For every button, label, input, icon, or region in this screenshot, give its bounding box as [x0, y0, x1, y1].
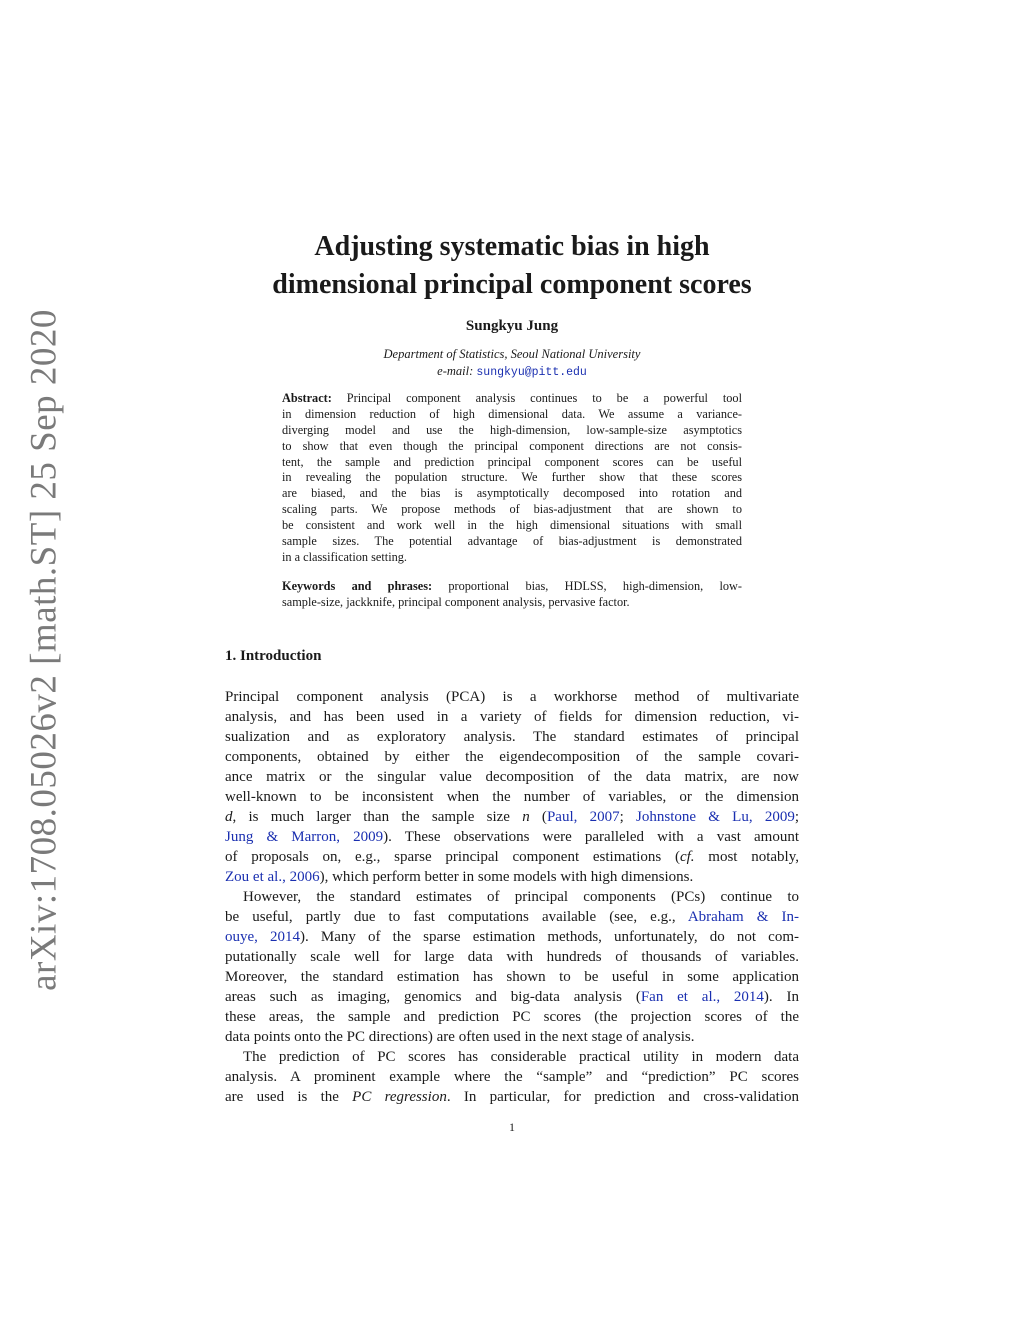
- abstract-line: in dimension reduction of high dimensional data. We assume a variance-: [282, 406, 742, 421]
- abstract-label: Abstract:: [282, 391, 332, 405]
- abstract-line: sample sizes. The potential advantage of bias-adjustment is demonstrated: [282, 534, 742, 549]
- body-line: be useful, partly due to fast computations available (see, e.g., Abraham & In-: [225, 909, 799, 925]
- affiliation-block: [200, 346, 824, 381]
- abstract-line: diverging model and use the high-dimension, low-sample-size asymptotics: [282, 422, 742, 437]
- paper-title: [200, 228, 824, 304]
- body-line: of proposals on, e.g., sparse principal component estimations (cf. most notably,: [225, 849, 799, 865]
- title-line: dimensional principal component scores: [272, 269, 752, 300]
- body-line: analysis. A prominent example where the “sample” and “prediction” PC scores: [225, 1069, 799, 1085]
- body-line: these areas, the sample and prediction PC scores (the projection scores of the: [225, 1009, 799, 1025]
- citation-link[interactable]: ouye, 2014: [225, 929, 301, 945]
- body-line: areas such as imaging, genomics and big-data analysis (Fan et al., 2014). In: [225, 989, 799, 1005]
- abstract-line: scaling parts. We propose methods of bias-adjustment that are shown to: [282, 502, 742, 517]
- body-line: ance matrix or the singular value decomposition of the data matrix, are now: [225, 769, 799, 785]
- author-name: Sungkyu Jung: [465, 318, 559, 334]
- citation-link[interactable]: Paul, 2007: [546, 809, 620, 825]
- body-line: data points onto the PC directions) are often used in the next stage of analysis.: [225, 1029, 695, 1045]
- body-line: Moreover, the standard estimation has shown to be useful in some application: [225, 969, 799, 985]
- page-number: 1: [509, 1120, 515, 1134]
- body-line: putationally scale well for large data with hundreds of thousands of variables.: [225, 949, 799, 965]
- abstract-line: are biased, and the bias is asymptotically decomposed into rotation and: [282, 486, 742, 501]
- abstract-line: be consistent and work well in the high dimensional situations with small: [282, 518, 742, 533]
- body-line: Jung & Marron, 2009). These observations were paralleled with a vast amount: [225, 829, 799, 845]
- arxiv-stamp: [20, 309, 68, 991]
- section-heading: 1. Introduction: [225, 648, 322, 664]
- citation-link[interactable]: Johnstone & Lu, 2009: [636, 809, 795, 825]
- abstract-line: tent, the sample and prediction principal component scores can be useful: [282, 454, 742, 469]
- body-line: are used is the PC regression. In particular, for prediction and cross-validation: [225, 1089, 800, 1105]
- abstract-line: Abstract: Principal component analysis continues to be a powerful tool: [282, 391, 742, 405]
- body-line: d, is much larger than the sample size n (Paul, 2007; Johnstone & Lu, 2009;: [225, 809, 800, 825]
- abstract-line: to show that even though the principal component directions are not consis-: [282, 438, 742, 453]
- body-line: Zou et al., 2006), which perform better in some models with high dimensions.: [225, 869, 694, 885]
- body-line: ouye, 2014). Many of the sparse estimation methods, unfortunately, do not com-: [225, 929, 799, 945]
- body-line: well-known to be inconsistent when the number of variables, or the dimension: [225, 789, 799, 805]
- body-line: The prediction of PC scores has considerable practical utility in modern data: [243, 1049, 799, 1065]
- citation-link[interactable]: Fan et al., 2014: [640, 989, 764, 1005]
- body-line: sualization and as exploratory analysis. The standard estimates of principal: [225, 729, 799, 745]
- abstract: [282, 391, 742, 566]
- keywords-line: Keywords and phrases: proportional bias, HDLSS, high-dimension, low-: [282, 579, 743, 593]
- abstract-line: in revealing the population structure. We further show that these scores: [282, 470, 742, 485]
- body-text: [225, 687, 799, 1107]
- body-line: However, the standard estimates of principal components (PCs) continue to: [243, 889, 799, 905]
- body-line: Principal component analysis (PCA) is a workhorse method of multivariate: [225, 689, 799, 705]
- citation-link[interactable]: Jung & Marron, 2009: [225, 829, 384, 845]
- keywords-line: sample-size, jackknife, principal component analysis, pervasive factor.: [282, 595, 630, 609]
- email-label: e-mail:: [437, 364, 474, 378]
- citation-link[interactable]: Abraham & In-: [687, 909, 799, 925]
- affiliation: Department of Statistics, Seoul National University: [383, 347, 641, 361]
- arxiv-stamp-text: arXiv:1708.05026v2 [math.ST] 25 Sep 2020: [23, 309, 65, 991]
- body-line: analysis, and has been used in a variety of fields for dimension reduction, vi-: [225, 709, 799, 725]
- title-line: Adjusting systematic bias in high: [314, 231, 710, 262]
- keywords-label: Keywords and phrases:: [282, 579, 433, 593]
- body-line: components, obtained by either the eigendecomposition of the sample covari-: [225, 749, 799, 765]
- keywords: [282, 578, 742, 610]
- email-link[interactable]: sungkyu@pitt.edu: [476, 366, 587, 379]
- email-line: [200, 363, 824, 381]
- abstract-line: in a classification setting.: [282, 549, 407, 564]
- citation-link[interactable]: Zou et al., 2006: [225, 869, 320, 885]
